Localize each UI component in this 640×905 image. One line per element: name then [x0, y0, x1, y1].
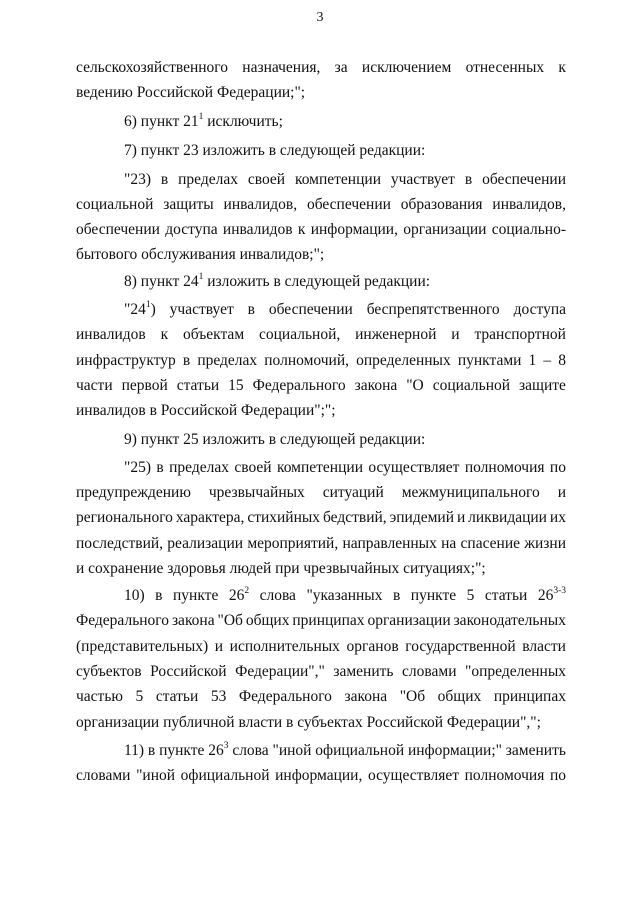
text-line	[76, 534, 566, 554]
text-line	[76, 611, 566, 631]
word: инфраструктур	[76, 352, 176, 369]
word: обеспечении	[306, 196, 391, 213]
word: власти	[522, 638, 566, 655]
word: 1	[528, 352, 537, 369]
word: сельскохозяйственного	[76, 59, 229, 76]
word: инвалидов	[222, 221, 293, 238]
word: осуществляет	[367, 767, 460, 784]
word: характера,	[175, 509, 245, 526]
word: социальной	[76, 196, 154, 213]
word: отнесенных	[465, 59, 545, 76]
word: инвалидов,	[223, 196, 298, 213]
text-line	[76, 195, 566, 215]
word: закона	[344, 688, 388, 705]
word: компетенции	[294, 171, 381, 188]
word: организации	[403, 221, 487, 238]
word: направленных	[342, 535, 437, 552]
word: официальной	[315, 742, 405, 759]
word: в	[147, 742, 156, 759]
word: принципах	[292, 612, 365, 629]
word: "25)	[124, 459, 151, 476]
word: мероприятий,	[247, 535, 339, 552]
word: организации	[367, 612, 451, 629]
text-line	[76, 351, 566, 371]
word: исполнительных	[229, 638, 340, 655]
word: доступа	[165, 221, 218, 238]
word: компетенции	[276, 459, 363, 476]
word: инвалидов	[76, 326, 146, 343]
word: "Об	[217, 612, 243, 629]
text-line: ведению Российской Федерации;";	[76, 84, 306, 101]
word: жизни	[524, 535, 566, 552]
word: спасение	[460, 535, 521, 552]
word: в	[464, 171, 473, 188]
text-line: инвалидов в Российской Федерации";";	[76, 402, 336, 419]
word: 26$^{3-3}$	[537, 585, 566, 604]
text-line	[76, 58, 566, 78]
word: реализации	[167, 535, 244, 552]
word: словами	[76, 767, 131, 784]
word: 11)	[124, 742, 145, 759]
word: и	[451, 326, 460, 343]
word: "определенных	[465, 663, 566, 680]
word: $26^3$	[208, 740, 229, 759]
word: ликвидации	[468, 509, 547, 526]
word: участвует	[390, 171, 455, 188]
word: социальной	[432, 377, 511, 394]
page-number: 3	[316, 10, 324, 25]
text-line	[76, 376, 566, 396]
word: за	[334, 59, 348, 76]
word: закона	[354, 377, 398, 394]
word: пункте	[159, 742, 205, 759]
word: в	[160, 171, 169, 188]
word: статьи	[176, 377, 220, 394]
word: информации,	[310, 221, 398, 238]
word: их	[549, 509, 566, 526]
word: защите	[519, 377, 566, 394]
word: по	[549, 767, 566, 784]
word: к	[297, 221, 306, 238]
word: пункте	[173, 587, 219, 604]
word: пределах	[169, 459, 229, 476]
word: осуществляет	[368, 459, 460, 476]
word: полномочий,	[264, 352, 350, 369]
text-line: бытового обслуживания инвалидов;";	[76, 246, 325, 263]
word: исключением	[361, 59, 452, 76]
word: субъектов	[76, 663, 142, 680]
word: 5	[466, 587, 475, 604]
text-line	[76, 766, 566, 786]
word: по	[549, 459, 566, 476]
word: –	[543, 352, 552, 369]
word: образования	[400, 196, 483, 213]
word: (представительных)	[76, 638, 209, 655]
word: "О	[406, 377, 424, 394]
word: пункте	[410, 587, 457, 604]
word: обеспечении	[482, 171, 566, 188]
word: регионального	[76, 509, 173, 526]
word: защиты	[163, 196, 214, 213]
word: полномочия	[464, 459, 545, 476]
word: статьи	[155, 688, 199, 705]
text-line: и сохранение здоровья людей при чрезвычайных ситуациях;";	[76, 560, 486, 577]
word: первой	[121, 377, 168, 394]
word: в	[392, 587, 401, 604]
word: беспрепятственного	[366, 301, 500, 318]
text-line	[124, 300, 566, 320]
word: органов	[346, 638, 399, 655]
word: доступа	[513, 301, 566, 318]
word: и	[557, 484, 566, 501]
word: словами	[402, 663, 457, 680]
word: стихийных	[247, 509, 321, 526]
word: инженерной	[355, 326, 437, 343]
word: слова	[232, 742, 269, 759]
text-line	[76, 325, 566, 345]
word: 8	[558, 352, 566, 369]
word: "иной	[272, 742, 312, 759]
word: в	[156, 459, 164, 476]
word: транспортной	[474, 326, 566, 343]
word: к	[160, 326, 169, 343]
word: и	[456, 509, 466, 526]
word: Федерального	[238, 688, 332, 705]
word: инвалидов,	[492, 196, 566, 213]
word: и	[214, 638, 224, 655]
text-line	[124, 170, 566, 190]
text-line	[124, 458, 566, 478]
word: обеспечении	[76, 221, 160, 238]
text-line: организации публичной власти в субъектах Российской Федерации",";	[76, 714, 541, 731]
text-line	[76, 662, 566, 682]
word: пунктами	[457, 352, 522, 369]
word: принципах	[493, 688, 566, 705]
word: Федерального	[76, 612, 170, 629]
text-line	[76, 637, 566, 657]
text-line	[76, 508, 566, 528]
word: заменить	[333, 663, 394, 680]
word: ситуаций	[322, 484, 384, 501]
word: Федерального	[252, 377, 346, 394]
word: 53	[210, 688, 227, 705]
word: $26^2$	[228, 585, 250, 604]
text-line	[124, 586, 566, 606]
word: объектам	[183, 326, 245, 343]
word: последствий,	[76, 535, 164, 552]
word: "$24^1$)	[124, 299, 156, 318]
word: в	[182, 352, 191, 369]
word: 15	[228, 377, 244, 394]
text-line	[76, 483, 566, 503]
text-line: 9) пункт 25 изложить в следующей редакции:	[124, 431, 426, 448]
word: предупреждению	[76, 484, 191, 501]
word: информации;"	[407, 742, 502, 759]
word: в	[247, 301, 255, 318]
word: своей	[247, 171, 286, 188]
text-line: 8) пункт $24^1$ изложить в следующей редакции:	[124, 271, 431, 290]
word: "23)	[124, 171, 151, 188]
word: 5	[135, 688, 144, 705]
text-line: 7) пункт 23 изложить в следующей редакции:	[124, 142, 426, 159]
word: части	[76, 377, 113, 394]
word: социальной,	[259, 326, 341, 343]
word: определенных	[356, 352, 451, 369]
word: назначения,	[242, 59, 321, 76]
word: 10)	[124, 587, 145, 604]
word: статьи	[484, 587, 528, 604]
word: социально-	[491, 221, 566, 238]
word: Федерации","	[235, 663, 325, 680]
word: участвует	[169, 301, 234, 318]
word: пределах	[178, 171, 238, 188]
word: своей	[234, 459, 272, 476]
word: пределах	[197, 352, 258, 369]
word: "иной	[136, 767, 176, 784]
word: к	[558, 59, 566, 76]
word: эпидемий	[389, 509, 455, 526]
word: государственной	[405, 638, 516, 655]
word: заменить	[505, 742, 566, 759]
text-line: 6) пункт $21^1$ исключить;	[124, 111, 283, 130]
word: в	[155, 587, 163, 604]
word: частью	[76, 688, 123, 705]
word: чрезвычайных	[208, 484, 305, 501]
word: общих	[437, 688, 482, 705]
word: полномочия	[464, 767, 545, 784]
word: слова	[259, 587, 296, 604]
text-line	[124, 741, 566, 761]
word: "указанных	[306, 587, 383, 604]
word: общих	[245, 612, 290, 629]
word: обеспечении	[268, 301, 353, 318]
word: информации,	[275, 767, 363, 784]
word: "Об	[399, 688, 426, 705]
word: на	[441, 535, 457, 552]
text-line	[76, 220, 566, 240]
word: законодательных	[453, 612, 566, 629]
word: официальной	[180, 767, 270, 784]
word: бедствий,	[322, 509, 387, 526]
word: межмуниципального	[401, 484, 540, 501]
text-line	[76, 687, 566, 707]
word: Российской	[150, 663, 227, 680]
word: закона	[171, 612, 215, 629]
